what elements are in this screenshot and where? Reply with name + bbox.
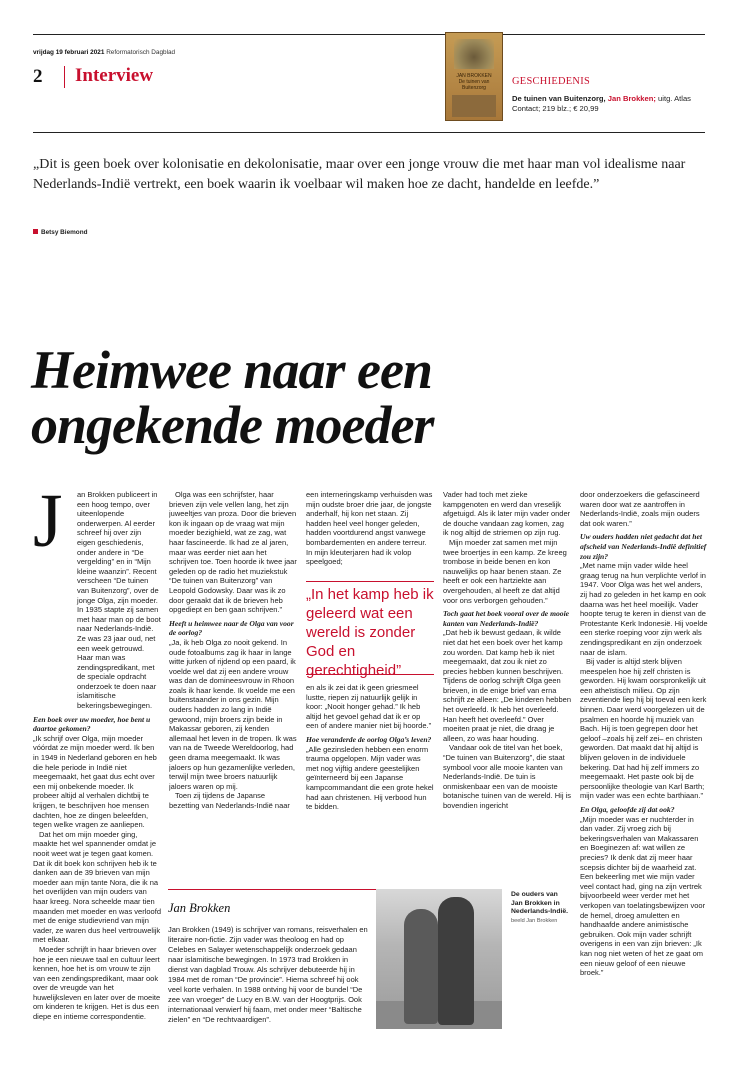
photo-caption-text: De ouders van Jan Brokken in Nederlands-Indië. xyxy=(511,891,569,916)
col1-paragraph-2: „Ik schrijf over Olga, mijn moeder vóórdat ze mijn moeder werd. Ik ben in 1949 in Nederland geboren en heb die hele periode in Indië niet meegemaakt, het gaat dus echt over een mij onbekende moeder. Ik probeer altijd al verhalen dichtbij te krijgen, te beschrijven hoe mensen dachten, hoe ze dingen beleefden, tegen welke vragen ze aanliepen. xyxy=(33,733,157,830)
col2-paragraph-3: Toen zij tijdens de Japanse bezetting van Nederlands-Indië naar xyxy=(169,791,290,810)
col2-paragraph-1: Olga was een schrijfster, haar brieven zijn vele vellen lang, het zijn juweeltjes van proza. Door die brieven kon ik ingaan op de vraag wat mijn moeder bezighield, wat ze zag, wat haar fascineerde. Ik had ze al jaren, maar was eerder niet aan het schrijven toe. Toen hoorde ik twee jaar geleden op de radio het muziekstuk “De tuinen van Buitenzorg” van Leopold Godowsky. Daar was ik zo door geraakt dat ik de brieven heb opgediept en ben gaan schrijven.” xyxy=(169,490,297,615)
section-title: Interview xyxy=(75,65,154,86)
headline-line-2: ongekende moeder xyxy=(31,395,434,455)
book-cover-image xyxy=(445,32,503,121)
photo-figure-man xyxy=(438,897,474,1025)
book-cover-author: JAN BROKKEN xyxy=(456,73,492,79)
article-column-3-top xyxy=(306,490,434,576)
header-bottom-rule xyxy=(33,132,705,133)
col5-paragraph-1: door onderzoekers die gefascineerd waren door wat ze aantroffen in Nederlands-Indië, zoals mijn ouders dat ook waren.” xyxy=(580,490,700,528)
photo-caption xyxy=(511,891,571,925)
col4-paragraph-1: Vader had toch met zieke kampgenoten en werd dan vreselijk afgetuigd. Als ik later mijn vader onder de douche vandaan zag komen, zag ik nog altijd de striemen op zijn rug. xyxy=(443,490,571,538)
dateline xyxy=(33,49,175,56)
col4-paragraph-4: Vandaar ook de titel van het boek, “De tuinen van Buitenzorg”, die staat symbool voor alle mooie kanten van Nederlands-Indië. De tuin is onmiskenbaar een van de mooiste botanische tuinen van de wereld. Hij is bovendien ingericht xyxy=(443,743,571,810)
col4-paragraph-3: „Dat heb ik bewust gedaan, ik wilde niet dat het een boek over het kamp zou worden. Dat kamp heb ik niet meegemaakt, dat zou ik niet zo precies hebben kunnen beschrijven. Tijdens de oorlog schrijft Olga geen brieven, in de enige brief van erna schrijft ze alleen: „De kinderen hebben het overleefd. Ik heb het overleefd. Han heeft het overleefd.” Over moeiten praat je niet, die draag je alleen, zo was haar houding. xyxy=(443,628,571,743)
article-column-3-bottom xyxy=(306,683,434,883)
col3-paragraph-1: een interneringskamp verhuisden was mijn oudste broer drie jaar, de jongste anderhalf, hij kon net staan. Zij hadden heel veel honger geleden, hadden voortdurend angst vanwege bombardementen en andere terreur. In mijn kleuterjaren had ik volop speelgoed; xyxy=(306,490,433,567)
headline-line-1: Heimwee naar een xyxy=(31,340,432,400)
book-author: Jan Brokken; xyxy=(607,94,656,103)
book-category: GESCHIEDENIS xyxy=(512,76,591,87)
pullquote-rule-top xyxy=(306,581,434,582)
book-cover-illustration xyxy=(454,39,494,69)
col4-paragraph-2: Mijn moeder zat samen met mijn twee broertjes in een kamp. Ze kreeg trombose in beide benen en kon nauwelijks op haar benen staan. Ze heeft er ook een hartziekte aan overgehouden, al heeft ze dat altijd voor ons verborgen gehouden.” xyxy=(443,537,567,605)
article-column-4 xyxy=(443,490,571,882)
col5-question-2: En Olga, geloofde zij dat ook? xyxy=(580,805,675,814)
drop-cap: J xyxy=(33,479,63,563)
book-publisher: uitg. Atlas Contact; 219 blz.; € 20,99 xyxy=(512,94,691,114)
book-cover-bottom xyxy=(452,95,496,117)
col5-paragraph-3: Bij vader is altijd sterk blijven meespelen hoe hij zelf christen is geworden. Hij kwam oorspronkelijk uit een atheïstisch milieu. Op zijn zeventiende liep hij bij toeval een kerk binnen. Daar werd voorgelezen uit de psalmen en hoorde hij muziek van Bach. Hij is toen gegrepen door het geloof –zoals hij zelf zei– en christen geworden. Dat maakt dat hij altijd is blijven geloven in de individuele bekering. Dat had hij zelf immers zo meegemaakt. Het paste ook bij de persoonlijke theologie van Karl Barth; mijn vader was een echte barthiaan.” xyxy=(580,657,707,801)
byline-name: Betsy Biemond xyxy=(41,229,88,236)
col2-paragraph-2: „Ja, ik heb Olga zo nooit gekend. In oude fotoalbums zag ik haar in lange witte jurken of rijdend op een paard, ik voelde wel dat zij een andere vrouw was dan de domineesvrouw in Rhoon zoals ik haar kende. Ik voelde me een buitenstaander in ons gezin. Mijn ouders hadden zo lang in Indië gewoond, mijn broers zijn beide in Makassar geboren, zij kenden allemaal het leven in de tropen. Ik was van na de Tweede Wereldoorlog, had geen drama meegemaakt. Ik was jaloers op hun gezamenlijke verleden, terwijl mijn twee broers natuurlijk jaloers waren op mij. xyxy=(169,637,297,791)
date: vrijdag 19 februari 2021 xyxy=(33,49,105,56)
col4-question-1: Toch gaat het boek vooral over de mooie kanten van Nederlands-Indië? xyxy=(443,609,570,628)
col1-question-1: Een boek over uw moeder, hoe bent u daartoe gekomen? xyxy=(33,714,151,734)
col1-paragraph-4: Moeder schrijft in haar brieven over hoe je een nieuwe taal en cultuur leert kennen, hoe het is om vrouw te zijn van een zendingspredikant, maar ook over de vreugde van het huwelijksleven en later over de moeite om kinderen te krijgen. Het is dus een diepe en intieme correspondentie. xyxy=(33,944,161,1022)
col1-paragraph-1: an Brokken publiceert in een hoog tempo, over uiteenlopende onderwerpen. Al eerder schreef hij over zijn eigen geschiedenis, onder andere in “De vergelding” en in “Mijn kleine waanzin”. Recent verscheen “De tuinen van Buitenzorg”, over de jonge Olga, zijn moeder. In 1935 stapte zij samen met haar man op de boot naar Nederlands-Indië. Ze was 23 jaar oud, net een week getrouwd. Haar man was zendingspredikant, met de speciale opdracht onderzoek te doen naar islamitische bekeringsbewegingen. xyxy=(77,490,161,711)
paper-name: Reformatorisch Dagblad xyxy=(106,49,176,56)
col3-question-1: Hoe veranderde de oorlog Olga’s leven? xyxy=(306,734,432,744)
pullquote-rule-bottom xyxy=(306,674,434,675)
parents-photo xyxy=(376,889,502,1029)
col3-paragraph-2: en als ik zei dat ik geen griesmeel lustte, riepen zij natuurlijk gelijk in koor: „Nooit honger gehad.” Ik heb altijd het gevoel gehad dat ik er op een of andere manier niet bij hoorde.” xyxy=(306,683,432,731)
photo-credit: beeld Jan Brokken xyxy=(511,917,558,924)
bio-text: Jan Brokken (1949) is schrijver van romans, reisverhalen en literaire non-fictie. Zijn vader was theoloog en had op Celebes en Salayer wetenschappelijk onderzoek gedaan naar islamitische bewegingen. In 1973 trad Brokken in dienst van dagblad Trouw. Als schrijver debuteerde hij in 1984 met de roman “De provincie”. Hierna schreef hij ook veel korte verhalen. In 1988 ontving hij voor de bundel “De zee van vroeger” de Lucy en B.W. van der Hoogtprijs. Ook internationaal verwierf hij faam, met onder meer “Baltische zielen” en “De rechtvaardigen”. xyxy=(168,925,368,1024)
article-column-5 xyxy=(580,490,708,1050)
pull-quote: „In het kamp heb ik geleerd wat een wereld is zonder God en gerechtigheid” xyxy=(306,586,434,679)
col5-paragraph-4: „Mijn moeder was er nuchterder in dan vader. Zij vroeg zich bij bekeringsverhalen van Makassaren en Boeginezen af: wat willen ze precies? Ik denk dat zij meer haar scepsis dichter bij de waarheid zat. Een bekeerling met wie mijn vader veel contact had, ging na zijn vertrek bijvoorbeeld weer verder met het verkopen van toelatingsbewijzen voor de hemel, droeg amuletten en handhaafde andere animistische gebruiken. Ook mijn vader schrijft overigens in een van zijn brieven: „Ik kan nog niet weten of het ze gaat om een nieuw geloof of een nieuwe broek.” xyxy=(580,814,706,978)
top-rule xyxy=(33,34,705,35)
book-info xyxy=(512,94,712,115)
byline-marker xyxy=(33,229,38,234)
book-cover-text xyxy=(450,73,498,91)
article-column-2 xyxy=(169,490,297,882)
col1-paragraph-3: Dat het om mijn moeder ging, maakte het wel spannender omdat je nooit weet wat je tegen gaat komen. Dat ik dit boek kon schrijven heb ik te danken aan de 39 brieven van mijn moeder aan mijn tante Nora, die ik na het overlijden van mijn ouders van haar kreeg. Nora scheelde maar tien maanden met moeder en was verloofd met de enige studievriend van mijn vader, ze waren dus heel vertrouwelijk met elkaar. xyxy=(33,829,161,945)
intro-quote: „Dit is geen boek over kolonisatie en dekolonisatie, maar over een jonge vrouw die met haar man vol idealisme naar Nederlands-Indië vertrekt, een boek waarin ik voelbaar wil maken hoe ze dacht, handelde en leefde.” xyxy=(33,157,686,192)
col5-paragraph-2: „Met name mijn vader wilde heel graag terug na hun verplichte verlof in 1947. Voor Olga was het wel anders, zij had zo geleden in het kamp en ook daarna was het heel moeilijk. Vader hoopte terug te keren in dienst van de Protestante Kerk Indonesië. Hij voelde een sterke roeping voor zijn werk als zendingspredikant en zijn onderzoek naar de islam. xyxy=(580,561,708,657)
article-column-1 xyxy=(33,479,161,1022)
book-title: De tuinen van Buitenzorg, xyxy=(512,94,606,103)
photo-figure-woman xyxy=(404,909,438,1024)
book-cover-title: De tuinen van Buitenzorg xyxy=(458,79,490,91)
bio-name: Jan Brokken xyxy=(168,901,231,915)
col3-paragraph-3: „Alle gezinsleden hebben een enorm trauma opgelopen. Mijn vader was met nog vijftig andere geestelijken geïnterneerd bij een Japanse kampcommandant die een grote hekel had aan christenen. Hij verbood hun te bidden. xyxy=(306,744,434,812)
col2-question-1: Heeft u heimwee naar de Olga van voor de oorlog? xyxy=(169,618,294,638)
section-divider xyxy=(64,66,65,88)
col5-question-1: Uw ouders hadden niet gedacht dat het afscheid van Nederlands-Indië definitief zou zijn? xyxy=(580,532,707,561)
byline xyxy=(33,229,88,236)
page-number: 2 xyxy=(33,66,43,87)
headline xyxy=(31,340,721,455)
